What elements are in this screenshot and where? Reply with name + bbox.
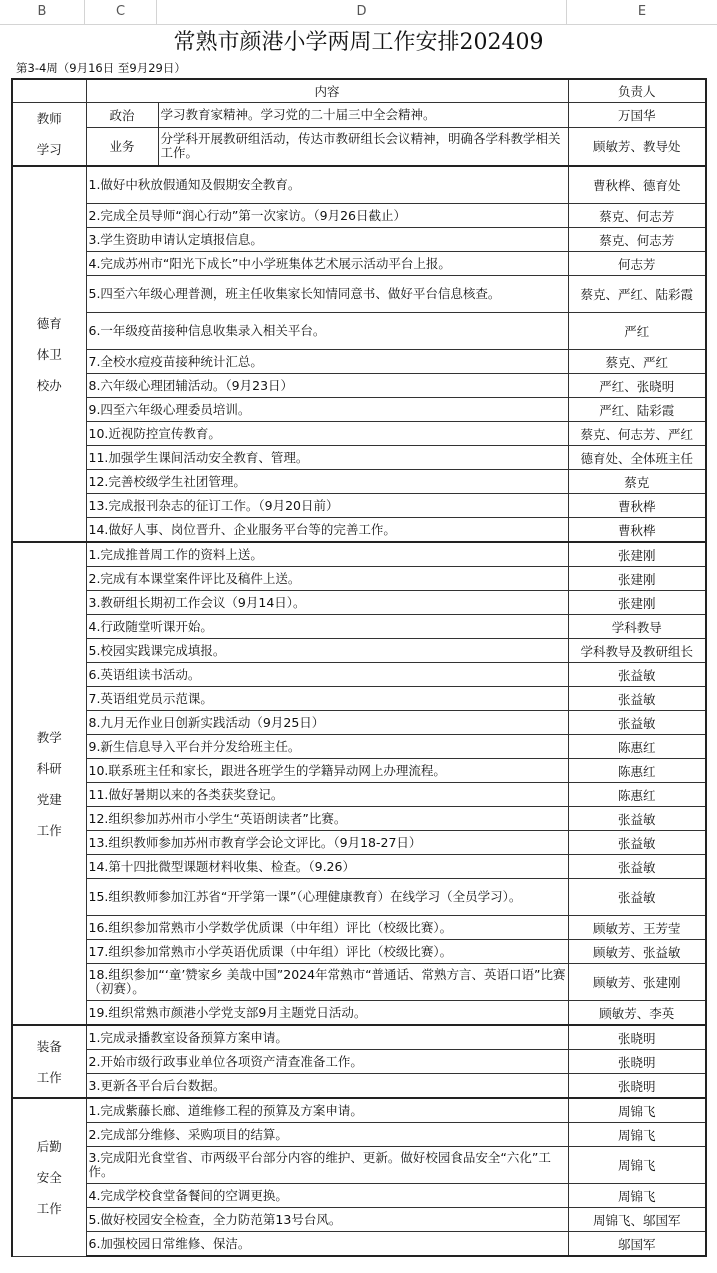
table-row <box>12 567 706 591</box>
task-content[interactable]: 4.行政随堂听课开始。 <box>86 615 568 639</box>
table-row <box>12 1184 706 1208</box>
task-owner[interactable]: 张晓明 <box>568 1050 706 1074</box>
table-row <box>12 1050 706 1074</box>
section-label-line: 学习 <box>36 142 62 157</box>
task-content[interactable]: 16.组织参加常熟市小学数学优质课（中年组）评比（校级比赛）。 <box>86 916 568 940</box>
task-owner[interactable]: 张益敏 <box>568 687 706 711</box>
header-content[interactable]: 内容 <box>86 79 568 103</box>
task-owner[interactable]: 陈惠红 <box>568 759 706 783</box>
table-row <box>12 494 706 518</box>
task-content[interactable]: 14.做好人事、岗位晋升、企业服务平台等的完善工作。 <box>86 518 568 543</box>
task-owner[interactable]: 张晓明 <box>568 1074 706 1099</box>
task-content[interactable]: 6.英语组读书活动。 <box>86 663 568 687</box>
section-label-line: 装备 <box>36 1038 62 1054</box>
section-label-line: 校办 <box>36 377 62 393</box>
study-owner[interactable]: 顾敏芳、教导处 <box>568 127 706 166</box>
table-row <box>12 1025 706 1050</box>
task-owner[interactable]: 严红、张晓明 <box>568 374 706 398</box>
task-owner[interactable]: 严红 <box>568 313 706 350</box>
task-owner[interactable]: 张建刚 <box>568 591 706 615</box>
task-owner[interactable]: 顾敏芳、王芳莹 <box>568 916 706 940</box>
task-owner[interactable]: 周锦飞 <box>568 1123 706 1147</box>
study-row-business <box>12 127 706 166</box>
task-owner[interactable]: 学科教导 <box>568 615 706 639</box>
table-row <box>12 759 706 783</box>
column-header-d[interactable]: D <box>157 0 567 24</box>
table-row <box>12 663 706 687</box>
table-row <box>12 711 706 735</box>
section-label-line: 工作 <box>36 822 62 838</box>
table-row <box>12 879 706 916</box>
section-label-line: 教学 <box>36 729 62 745</box>
task-content[interactable]: 13.完成报刊杂志的征订工作。（9月20日前） <box>86 494 568 518</box>
section-label-line: 教师 <box>36 111 62 126</box>
task-content[interactable]: 2.完成有本课堂案件评比及稿件上送。 <box>86 567 568 591</box>
table-row <box>12 916 706 940</box>
task-owner[interactable]: 张益敏 <box>568 807 706 831</box>
task-content[interactable]: 11.加强学生课间活动安全教育、管理。 <box>86 446 568 470</box>
table-row <box>12 1147 706 1184</box>
task-owner[interactable]: 周锦飞 <box>568 1098 706 1123</box>
header-blank[interactable] <box>12 79 86 103</box>
study-sub-label[interactable]: 政治 <box>86 103 158 128</box>
task-content[interactable]: 7.英语组党员示范课。 <box>86 687 568 711</box>
task-content[interactable]: 10.联系班主任和家长，跟进各班学生的学籍异动网上办理流程。 <box>86 759 568 783</box>
task-content[interactable]: 19.组织常熟市颜港小学党支部9月主题党日活动。 <box>86 1001 568 1026</box>
task-content[interactable]: 3.更新各平台后台数据。 <box>86 1074 568 1099</box>
task-owner[interactable]: 张益敏 <box>568 711 706 735</box>
section-label-line: 工作 <box>36 1200 62 1216</box>
table-row <box>12 470 706 494</box>
table-row <box>12 204 706 228</box>
task-content[interactable]: 8.九月无作业日创新实践活动（9月25日） <box>86 711 568 735</box>
study-sub-label[interactable]: 业务 <box>86 127 158 166</box>
table-row <box>12 518 706 543</box>
header-owner[interactable]: 负责人 <box>568 79 706 103</box>
section-label-deyu-tiwei-xiaoban[interactable] <box>12 166 86 542</box>
table-row <box>12 807 706 831</box>
table-row <box>12 1098 706 1123</box>
column-header-bar <box>0 0 717 25</box>
section-label-line: 工作 <box>36 1069 62 1085</box>
task-content[interactable]: 5.做好校园安全检查，全力防范第13号台风。 <box>86 1208 568 1232</box>
task-owner[interactable]: 严红、陆彩霞 <box>568 398 706 422</box>
column-header-b[interactable]: B <box>0 0 85 24</box>
task-owner[interactable]: 张益敏 <box>568 855 706 879</box>
table-row <box>12 350 706 374</box>
schedule-table <box>11 78 707 1257</box>
task-content[interactable]: 17.组织参加常熟市小学英语优质课（中年组）评比（校级比赛）。 <box>86 940 568 964</box>
section-label-line: 后勤 <box>36 1138 62 1154</box>
task-owner[interactable]: 张晓明 <box>568 1025 706 1050</box>
task-owner[interactable]: 蔡克、何志芳 <box>568 228 706 252</box>
task-content[interactable]: 6.一年级疫苗接种信息收集录入相关平台。 <box>86 313 568 350</box>
task-content[interactable]: 1.完成紫藤长廊、道维修工程的预算及方案申请。 <box>86 1098 568 1123</box>
task-content[interactable]: 7.全校水痘疫苗接种统计汇总。 <box>86 350 568 374</box>
table-row <box>12 940 706 964</box>
study-owner[interactable]: 万国华 <box>568 103 706 128</box>
task-content[interactable]: 5.校园实践课完成填报。 <box>86 639 568 663</box>
table-row <box>12 591 706 615</box>
table-row <box>12 831 706 855</box>
task-content[interactable]: 1.完成推普周工作的资料上送。 <box>86 542 568 567</box>
table-row <box>12 855 706 879</box>
task-owner[interactable]: 张建刚 <box>568 542 706 567</box>
task-owner[interactable]: 陈惠红 <box>568 735 706 759</box>
section-label-jiaoxue-keyan-dangjian[interactable] <box>12 542 86 1025</box>
task-owner[interactable]: 蔡克 <box>568 470 706 494</box>
section-label-zhuangbei[interactable] <box>12 1025 86 1098</box>
table-row <box>12 735 706 759</box>
task-content[interactable]: 6.加强校园日常维修、保洁。 <box>86 1232 568 1257</box>
task-content[interactable]: 14.第十四批微型课题材料收集、检查。（9.26） <box>86 855 568 879</box>
task-content[interactable]: 4.完成学校食堂备餐间的空调更换。 <box>86 1184 568 1208</box>
section-label-line: 安全 <box>36 1169 62 1185</box>
task-content[interactable]: 13.组织教师参加苏州市教育学会论文评比。（9月18-27日） <box>86 831 568 855</box>
page-title: 常熟市颜港小学两周工作安排202409 <box>173 30 544 55</box>
table-row <box>12 1074 706 1099</box>
task-owner[interactable]: 顾敏芳、张益敏 <box>568 940 706 964</box>
task-content[interactable]: 9.新生信息导入平台并分发给班主任。 <box>86 735 568 759</box>
table-row <box>12 1123 706 1147</box>
task-owner[interactable]: 邬国军 <box>568 1232 706 1257</box>
study-content[interactable]: 学习教育家精神。学习党的二十届三中全会精神。 <box>158 103 568 128</box>
task-content[interactable]: 12.组织参加苏州市小学生“英语朗读者”比赛。 <box>86 807 568 831</box>
task-owner[interactable]: 何志芳 <box>568 252 706 276</box>
task-owner[interactable]: 周锦飞 <box>568 1184 706 1208</box>
task-owner[interactable]: 学科教导及教研组长 <box>568 639 706 663</box>
task-owner[interactable]: 张益敏 <box>568 663 706 687</box>
task-content[interactable]: 1.完成录播教室设备预算方案申请。 <box>86 1025 568 1050</box>
task-content[interactable]: 1.做好中秋放假通知及假期安全教育。 <box>86 166 568 204</box>
task-owner[interactable]: 顾敏芳、张建刚 <box>568 964 706 1001</box>
task-content[interactable]: 4.完成苏州市“阳光下成长”中小学班集体艺术展示活动平台上报。 <box>86 252 568 276</box>
table-row <box>12 964 706 1001</box>
task-owner[interactable]: 周锦飞、邬国军 <box>568 1208 706 1232</box>
table-row <box>12 1001 706 1026</box>
table-row <box>12 687 706 711</box>
table-row <box>12 446 706 470</box>
task-owner[interactable]: 蔡克、何志芳 <box>568 204 706 228</box>
task-content[interactable]: 3.学生资助申请认定填报信息。 <box>86 228 568 252</box>
section-label-line: 科研 <box>36 760 62 776</box>
table-row <box>12 374 706 398</box>
task-owner[interactable]: 曹秋桦 <box>568 494 706 518</box>
section-label-houqin-anquan[interactable] <box>12 1098 86 1256</box>
table-row <box>12 252 706 276</box>
task-content[interactable]: 2.完成全员导师“润心行动”第一次家访。（9月26日截止） <box>86 204 568 228</box>
task-content[interactable]: 12.完善校级学生社团管理。 <box>86 470 568 494</box>
column-header-e[interactable]: E <box>637 4 647 19</box>
section-label-line: 体卫 <box>36 346 62 362</box>
column-header-c[interactable]: C <box>85 0 157 24</box>
task-content[interactable]: 9.四至六年级心理委员培训。 <box>86 398 568 422</box>
task-content[interactable]: 2.开始市级行政事业单位各项资产清查准备工作。 <box>86 1050 568 1074</box>
section-label-line: 德育 <box>36 315 62 331</box>
table-row <box>12 615 706 639</box>
table-row <box>12 639 706 663</box>
task-owner[interactable]: 张益敏 <box>568 831 706 855</box>
task-owner[interactable]: 张益敏 <box>568 879 706 916</box>
task-owner[interactable]: 蔡克、严红 <box>568 350 706 374</box>
task-content[interactable]: 2.完成部分维修、采购项目的结算。 <box>86 1123 568 1147</box>
section-label-teacher-study[interactable] <box>12 103 86 167</box>
table-row <box>12 228 706 252</box>
task-owner[interactable]: 陈惠红 <box>568 783 706 807</box>
task-content[interactable]: 18.组织参加“‘童’赞家乡 美哉中国”2024年常熟市“普通话、常熟方言、英语口语”比赛（初赛）。 <box>86 964 568 1001</box>
task-owner[interactable]: 蔡克、何志芳、严红 <box>568 422 706 446</box>
task-owner[interactable]: 周锦飞 <box>568 1147 706 1184</box>
task-content[interactable]: 8.六年级心理团辅活动。（9月23日） <box>86 374 568 398</box>
table-row <box>12 166 706 204</box>
table-row <box>12 783 706 807</box>
task-owner[interactable]: 德育处、全体班主任 <box>568 446 706 470</box>
section-label-line: 党建 <box>36 791 62 807</box>
task-owner[interactable]: 蔡克、严红、陆彩霞 <box>568 276 706 313</box>
table-row <box>12 276 706 313</box>
task-owner[interactable]: 顾敏芳、李英 <box>568 1001 706 1026</box>
table-row <box>12 313 706 350</box>
task-content[interactable]: 3.教研组长期初工作会议（9月14日）。 <box>86 591 568 615</box>
task-content[interactable]: 3.完成阳光食堂省、市两级平台部分内容的维护、更新。做好校园食品安全“六化”工作。 <box>86 1147 568 1184</box>
study-row-politics <box>12 103 706 128</box>
task-owner[interactable]: 曹秋桦、德育处 <box>568 166 706 204</box>
table-row <box>12 398 706 422</box>
task-content[interactable]: 11.做好暑期以来的各类获奖登记。 <box>86 783 568 807</box>
table-row <box>12 1208 706 1232</box>
week-range: 第3-4周（9月16日 至9月29日） <box>16 61 186 75</box>
task-content[interactable]: 15.组织教师参加江苏省“开学第一课”（心理健康教育）在线学习（全员学习）。 <box>86 879 568 916</box>
task-owner[interactable]: 张建刚 <box>568 567 706 591</box>
task-owner[interactable]: 曹秋桦 <box>568 518 706 543</box>
table-header-row <box>12 79 706 103</box>
task-content[interactable]: 5.四至六年级心理普测，班主任收集家长知情同意书、做好平台信息核查。 <box>86 276 568 313</box>
table-row <box>12 1232 706 1257</box>
table-row <box>12 542 706 567</box>
study-content[interactable]: 分学科开展教研组活动，传达市教研组长会议精神，明确各学科教学相关工作。 <box>158 127 568 166</box>
table-row <box>12 422 706 446</box>
task-content[interactable]: 10.近视防控宣传教育。 <box>86 422 568 446</box>
